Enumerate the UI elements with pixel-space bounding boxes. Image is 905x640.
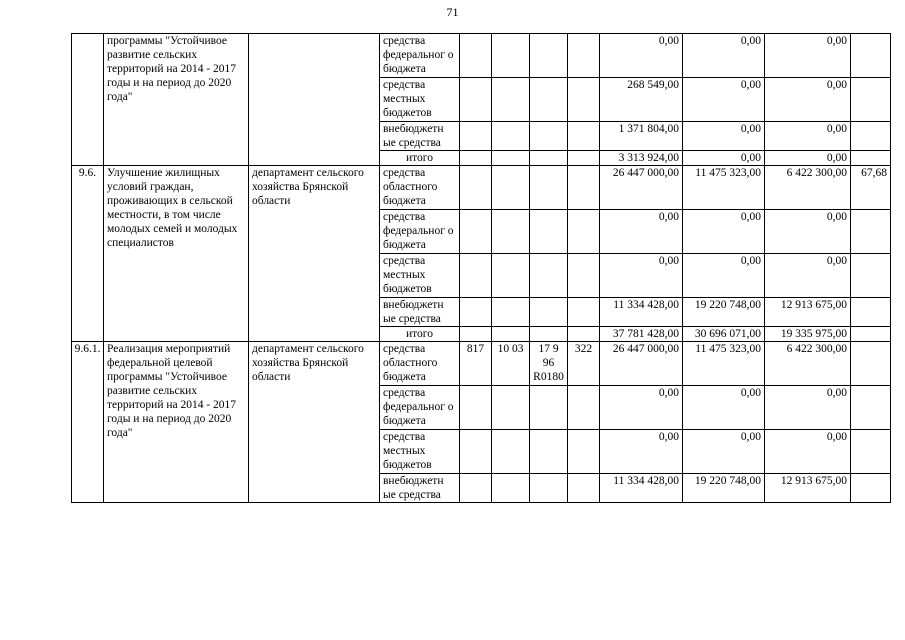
funding-source: средства федеральног о бюджета xyxy=(380,386,460,430)
amount-year-2: 0,00 xyxy=(683,386,765,430)
percent-cell xyxy=(851,34,891,78)
percent-cell: 67,68 xyxy=(851,166,891,210)
amount-year-2: 0,00 xyxy=(683,151,765,166)
funding-source: средства областного бюджета xyxy=(380,342,460,386)
amount-year-3: 6 422 300,00 xyxy=(765,166,851,210)
row-number-cell xyxy=(72,34,104,166)
amount-year-2: 0,00 xyxy=(683,210,765,254)
funding-source: средства областного бюджета xyxy=(380,166,460,210)
amount-year-2: 19 220 748,00 xyxy=(683,474,765,503)
rzpr-cell: 10 03 xyxy=(492,342,530,386)
funding-source: внебюджетн ые средства xyxy=(380,122,460,151)
amount-year-2: 0,00 xyxy=(683,34,765,78)
amount-year-1: 1 371 804,00 xyxy=(600,122,683,151)
amount-year-1: 0,00 xyxy=(600,386,683,430)
amount-year-3: 12 913 675,00 xyxy=(765,298,851,327)
amount-year-3: 0,00 xyxy=(765,210,851,254)
amount-year-1: 26 447 000,00 xyxy=(600,342,683,386)
funding-source: средства местных бюджетов xyxy=(380,254,460,298)
amount-year-2: 19 220 748,00 xyxy=(683,298,765,327)
executor-cell: департамент сельского хозяйства Брянской области xyxy=(249,166,380,342)
row-number-cell: 9.6.1. xyxy=(72,342,104,503)
executor-cell: департамент сельского хозяйства Брянской области xyxy=(249,342,380,503)
amount-year-3: 0,00 xyxy=(765,151,851,166)
amount-year-1: 0,00 xyxy=(600,254,683,298)
amount-year-1: 37 781 428,00 xyxy=(600,327,683,342)
amount-year-1: 11 334 428,00 xyxy=(600,474,683,503)
amount-year-1: 26 447 000,00 xyxy=(600,166,683,210)
amount-year-2: 0,00 xyxy=(683,78,765,122)
amount-year-1: 0,00 xyxy=(600,430,683,474)
amount-year-3: 12 913 675,00 xyxy=(765,474,851,503)
funding-source: средства местных бюджетов xyxy=(380,430,460,474)
row-number-cell: 9.6. xyxy=(72,166,104,342)
funding-source: средства местных бюджетов xyxy=(380,78,460,122)
amount-year-3: 0,00 xyxy=(765,430,851,474)
amount-year-3: 19 335 975,00 xyxy=(765,327,851,342)
executor-cell xyxy=(249,34,380,166)
funding-source: итого xyxy=(380,151,460,166)
amount-year-3: 0,00 xyxy=(765,78,851,122)
vr-cell: 322 xyxy=(568,342,600,386)
table-row xyxy=(72,166,891,210)
amount-year-1: 0,00 xyxy=(600,34,683,78)
budget-table xyxy=(71,33,891,503)
amount-year-3: 0,00 xyxy=(765,122,851,151)
csr-cell xyxy=(530,34,568,78)
amount-year-1: 268 549,00 xyxy=(600,78,683,122)
amount-year-2: 11 475 323,00 xyxy=(683,166,765,210)
funding-source: средства федеральног о бюджета xyxy=(380,210,460,254)
amount-year-2: 0,00 xyxy=(683,254,765,298)
amount-year-3: 0,00 xyxy=(765,254,851,298)
grbs-cell xyxy=(460,34,492,78)
rzpr-cell xyxy=(492,34,530,78)
amount-year-1: 11 334 428,00 xyxy=(600,298,683,327)
measure-name-cell: Улучшение жилищных условий граждан, проживающих в сельской местности, в том числе молодых семей и молодых специалистов xyxy=(104,166,249,342)
funding-source: итого xyxy=(380,327,460,342)
amount-year-2: 30 696 071,00 xyxy=(683,327,765,342)
page-number: 71 xyxy=(446,5,459,19)
measure-name-cell: Реализация мероприятий федеральной целевой программы "Устойчивое развитие сельских территорий на 2014 - 2017 годы и на период до 2020 года" xyxy=(104,342,249,503)
funding-source: средства федеральног о бюджета xyxy=(380,34,460,78)
amount-year-2: 11 475 323,00 xyxy=(683,342,765,386)
vr-cell xyxy=(568,34,600,78)
measure-name-cell: программы "Устойчивое развитие сельских территорий на 2014 - 2017 годы и на период до 2020 года" xyxy=(104,34,249,166)
amount-year-1: 0,00 xyxy=(600,210,683,254)
grbs-cell: 817 xyxy=(460,342,492,386)
amount-year-1: 3 313 924,00 xyxy=(600,151,683,166)
table-row xyxy=(72,342,891,386)
funding-source: внебюджетн ые средства xyxy=(380,298,460,327)
table-row xyxy=(72,34,891,78)
amount-year-3: 0,00 xyxy=(765,386,851,430)
funding-source: внебюджетн ые средства xyxy=(380,474,460,503)
csr-cell: 17 9 96 R0180 xyxy=(530,342,568,386)
amount-year-3: 0,00 xyxy=(765,34,851,78)
amount-year-2: 0,00 xyxy=(683,430,765,474)
amount-year-3: 6 422 300,00 xyxy=(765,342,851,386)
amount-year-2: 0,00 xyxy=(683,122,765,151)
